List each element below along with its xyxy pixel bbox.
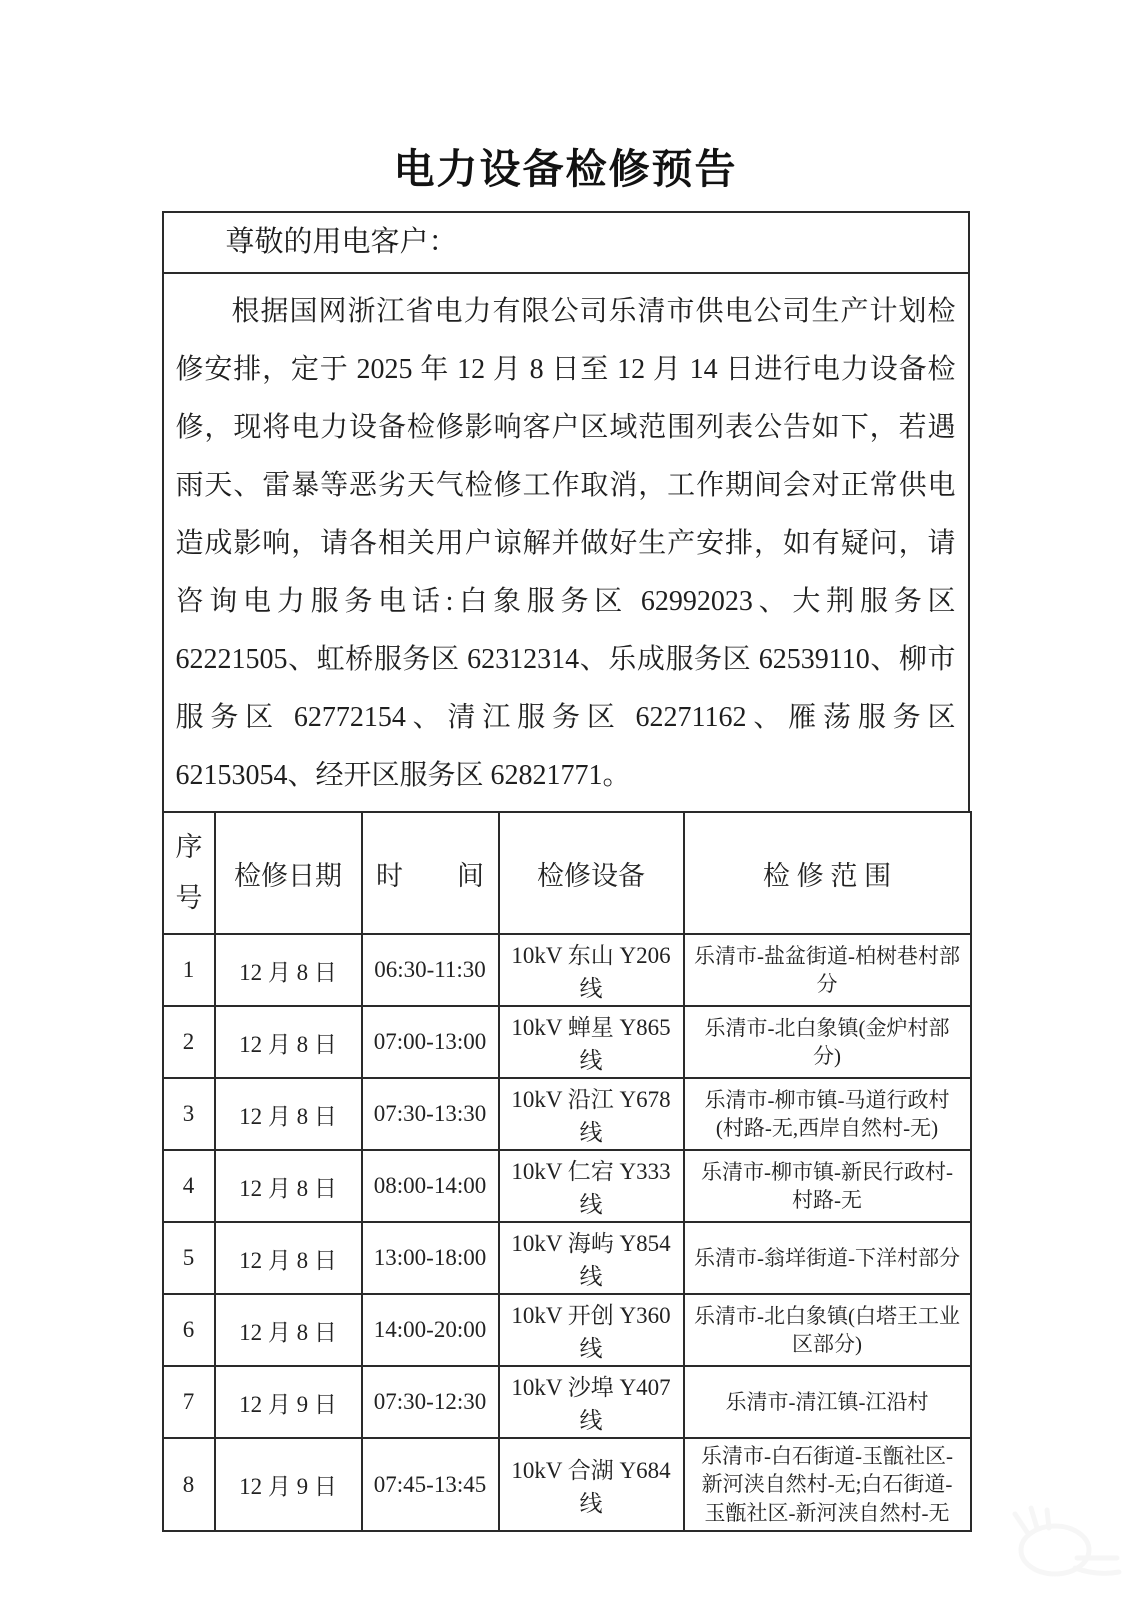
cell-equipment: 10kV 开创 Y360 线 xyxy=(499,1294,684,1366)
header-serial-number: 序号 xyxy=(163,812,215,934)
cell-maintenance-date: 12 月 8 日 xyxy=(215,934,362,1006)
cell-time: 07:00-13:00 xyxy=(362,1006,499,1078)
header-scope: 检 修 范 围 xyxy=(684,812,971,934)
watermark-logo xyxy=(997,1480,1127,1590)
cell-maintenance-date: 12 月 8 日 xyxy=(215,1294,362,1366)
cell-serial-number: 2 xyxy=(163,1006,215,1078)
cell-serial-number: 7 xyxy=(163,1366,215,1438)
table-row xyxy=(163,1150,971,1222)
cell-maintenance-date: 12 月 9 日 xyxy=(215,1366,362,1438)
cell-equipment: 10kV 沿江 Y678 线 xyxy=(499,1078,684,1150)
cell-serial-number: 5 xyxy=(163,1222,215,1294)
cell-equipment: 10kV 沙埠 Y407 线 xyxy=(499,1366,684,1438)
header-maintenance-date: 检修日期 xyxy=(215,812,362,934)
cell-equipment: 10kV 仁宕 Y333 线 xyxy=(499,1150,684,1222)
table-row xyxy=(163,1366,971,1438)
table-row xyxy=(163,1438,971,1531)
cell-serial-number: 8 xyxy=(163,1438,215,1531)
cell-equipment: 10kV 蝉星 Y865 线 xyxy=(499,1006,684,1078)
greeting-line: 尊敬的用电客户： xyxy=(164,213,968,274)
cell-scope: 乐清市-柳市镇-新民行政村-村路-无 xyxy=(684,1150,971,1222)
cell-time: 13:00-18:00 xyxy=(362,1222,499,1294)
cell-scope: 乐清市-盐盆街道-柏树巷村部分 xyxy=(684,934,971,1006)
cell-maintenance-date: 12 月 8 日 xyxy=(215,1150,362,1222)
maintenance-table xyxy=(162,811,972,1532)
cell-time: 07:45-13:45 xyxy=(362,1438,499,1531)
cell-maintenance-date: 12 月 9 日 xyxy=(215,1438,362,1531)
cell-equipment: 10kV 合湖 Y684 线 xyxy=(499,1438,684,1531)
cell-scope: 乐清市-白石街道-玉甑社区-新河浃自然村-无;白石街道-玉甑社区-新河浃自然村-无 xyxy=(684,1438,971,1531)
cell-equipment: 10kV 东山 Y206 线 xyxy=(499,934,684,1006)
cell-time: 14:00-20:00 xyxy=(362,1294,499,1366)
table-row xyxy=(163,1222,971,1294)
cell-serial-number: 3 xyxy=(163,1078,215,1150)
notice-paragraph: 根据国网浙江省电力有限公司乐清市供电公司生产计划检修安排，定于 2025 年 12 月 8 日至 12 月 14 日进行电力设备检修，现将电力设备检修影响客户区域范围列表公告如下，若遇雨天、雷暴等恶劣天气检修工作取消，工作期间会对正常供电造成影响，请各相关用户谅解并做好生产安排，如有疑问，请咨询电力服务电话:白象服务区 62992023、大荆服务区 62221505、虹桥服务区 62312314、乐成服务区 62539110、柳市服务区 62772154、清江服务区 62271162、雁荡服务区 62153054、经开区服务区 62821771。 xyxy=(175,296,956,791)
cell-time: 07:30-12:30 xyxy=(362,1366,499,1438)
cell-time: 06:30-11:30 xyxy=(362,934,499,1006)
cell-time: 07:30-13:30 xyxy=(362,1078,499,1150)
cell-maintenance-date: 12 月 8 日 xyxy=(215,1078,362,1150)
cell-serial-number: 6 xyxy=(163,1294,215,1366)
notice-paragraph-cell xyxy=(164,274,968,811)
notice-body-wrap xyxy=(162,211,970,1532)
page-title: 电力设备检修预告 xyxy=(393,146,738,192)
cell-scope: 乐清市-翁垟街道-下洋村部分 xyxy=(684,1222,971,1294)
table-row xyxy=(163,934,971,1006)
header-time: 时 间 xyxy=(362,812,499,934)
table-row xyxy=(163,1078,971,1150)
cell-serial-number: 4 xyxy=(163,1150,215,1222)
cell-maintenance-date: 12 月 8 日 xyxy=(215,1006,362,1078)
table-row xyxy=(163,1294,971,1366)
cell-scope: 乐清市-北白象镇(白塔王工业区部分) xyxy=(684,1294,971,1366)
cell-serial-number: 1 xyxy=(163,934,215,1006)
notice-box xyxy=(162,211,970,813)
maintenance-table-body xyxy=(163,934,971,1531)
header-equipment: 检修设备 xyxy=(499,812,684,934)
cell-scope: 乐清市-北白象镇(金炉村部分) xyxy=(684,1006,971,1078)
cell-equipment: 10kV 海屿 Y854 线 xyxy=(499,1222,684,1294)
cell-scope: 乐清市-清江镇-江沿村 xyxy=(684,1366,971,1438)
maintenance-table-header xyxy=(163,812,971,934)
cell-maintenance-date: 12 月 8 日 xyxy=(215,1222,362,1294)
cell-time: 08:00-14:00 xyxy=(362,1150,499,1222)
table-row xyxy=(163,1006,971,1078)
cell-scope: 乐清市-柳市镇-马道行政村(村路-无,西岸自然村-无) xyxy=(684,1078,971,1150)
